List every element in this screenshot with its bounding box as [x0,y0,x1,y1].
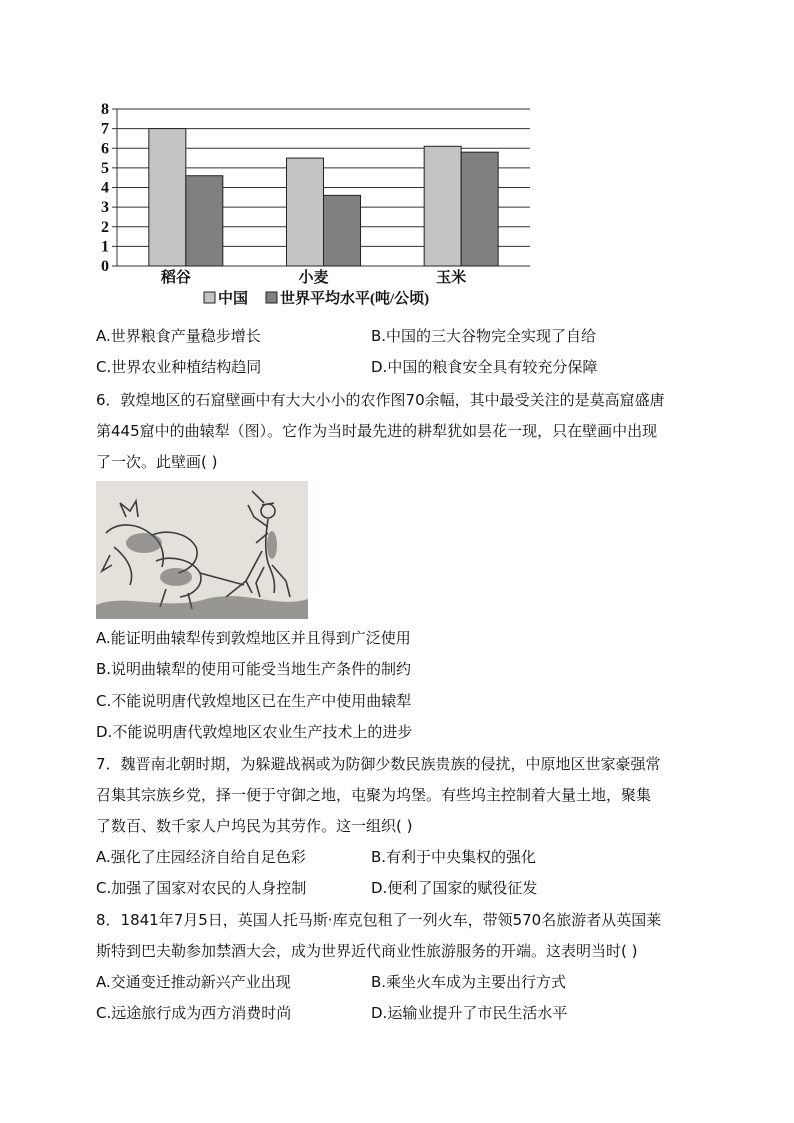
q7-option-b[interactable]: B.有利于中央集权的强化 [371,848,537,866]
q6-stem-line-3: 了一次。此壁画( ) [96,453,218,471]
q5-option-a[interactable]: A.世界粮食产量稳步增长 [96,327,261,345]
q7-option-c[interactable]: C.加强了国家对农民的人身控制 [96,879,307,897]
q7-option-d[interactable]: D.便利了国家的赋役征发 [371,879,538,897]
q6-stem-line-2: 第445窟中的曲辕犁（图）。它作为当时最先进的耕犁犹如昙花一现，只在壁画中出现 [96,422,658,440]
q7-stem-line-3: 了数百、数千家人户坞民为其劳作。这一组织( ) [96,817,413,835]
q6-option-a[interactable]: A.能证明曲辕犁传到敦煌地区并且得到广泛使用 [96,629,411,647]
legend-swatch-china [204,292,215,303]
bar-world [324,195,361,266]
q6-stem-line-1: 6．敦煌地区的石窟壁画中有大大小小的农作图70余幅，其中最受关注的是莫高窟盛唐 [96,391,665,409]
q5-option-d[interactable]: D.中国的粮食安全具有较充分保障 [371,358,598,376]
q6-option-b[interactable]: B.说明曲辕犁的使用可能受当地生产条件的制约 [96,660,412,678]
q6-option-c[interactable]: C.不能说明唐代敦煌地区已在生产中使用曲辕犁 [96,692,412,710]
bar-china [424,146,461,266]
q8-stem-line-2: 斯特到巴夫勒参加禁酒大会，成为世界近代商业性旅游服务的开端。这表明当时( ) [96,942,638,960]
q6-option-d[interactable]: D.不能说明唐代敦煌地区农业生产技术上的进步 [96,723,413,741]
y-tick-label: 2 [101,218,109,236]
q8-option-d[interactable]: D.运输业提升了市民生活水平 [371,1004,568,1022]
q7-option-a[interactable]: A.强化了庄园经济自给自足色彩 [96,848,306,866]
q8-stem-line-1: 8．1841年7月5日，英国人托马斯·库克包租了一列火车，带领570名旅游者从英国莱 [96,911,662,929]
y-tick-label: 1 [101,238,109,256]
legend-label-china: 中国 [218,291,249,307]
q8-option-c[interactable]: C.远途旅行成为西方消费时尚 [96,1004,292,1022]
legend-swatch-world [266,292,277,303]
q5-option-c[interactable]: C.世界农业种植结构趋同 [96,358,262,376]
bar-world [186,176,223,266]
x-tick-label: 玉米 [436,270,467,286]
bar-world [461,152,498,266]
y-tick-label: 6 [101,140,109,158]
legend-label-world: 世界平均水平(吨/公顷) [280,291,430,307]
x-tick-label: 小麦 [298,270,329,286]
q8-option-a[interactable]: A.交通变迁推动新兴产业出现 [96,973,291,991]
x-tick-label: 稻谷 [160,270,191,286]
curved-plow-mural-image [96,481,308,619]
grain-yield-bar-chart [92,96,537,308]
bar-china [287,158,324,266]
y-tick-label: 5 [101,159,109,177]
bar-china [149,129,186,266]
q7-stem-line-2: 召集其宗族乡党，择一便于守御之地，屯聚为坞堡。有些坞主控制着大量土地，聚集 [96,786,652,804]
y-tick-label: 4 [101,179,109,197]
y-tick-label: 3 [101,199,109,217]
y-tick-label: 8 [101,101,109,118]
q7-stem-line-1: 7．魏晋南北朝时期，为躲避战祸或为防御少数民族贵族的侵扰，中原地区世家豪强常 [96,755,661,773]
y-tick-label: 0 [101,258,109,275]
y-tick-label: 7 [101,120,109,138]
q8-option-b[interactable]: B.乘坐火车成为主要出行方式 [371,973,567,991]
q5-option-b[interactable]: B.中国的三大谷物完全实现了自给 [371,327,597,345]
